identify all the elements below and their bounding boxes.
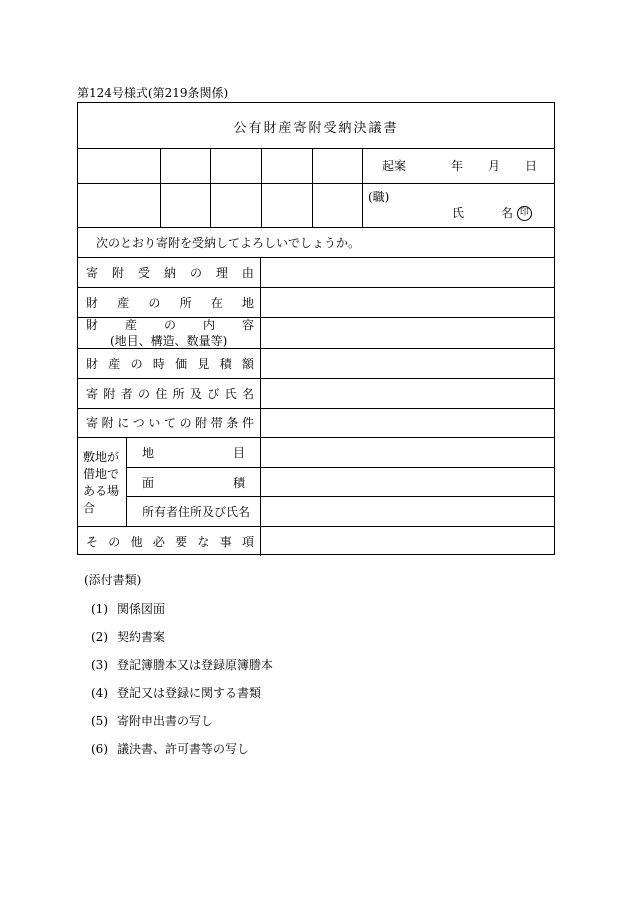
attachment-item: (2) 契約書案 (91, 630, 166, 644)
year-label: 年 (451, 159, 464, 173)
row-label-content-note: (地目、構造、数量等) (110, 334, 228, 348)
attachment-item: (5) 寄附申出書の写し (91, 714, 214, 728)
kian-label: 起案 (382, 159, 407, 173)
month-label: 月 (488, 159, 501, 173)
row-label-content: 財 産 の 内 容 (86, 318, 254, 332)
name-label: 名 印 (501, 206, 532, 221)
land-group-label: 敷地が借地である場合 (83, 450, 120, 515)
row-label-donor: 寄 附 者 の 住 所 及 び 氏 名 (86, 387, 254, 401)
attachment-item: (4) 登記又は登録に関する書類 (91, 686, 262, 700)
attachment-item: (6) 議決書、許可書等の写し (91, 742, 250, 756)
row-label-land-category: 地 目 (142, 446, 245, 460)
day-label: 日 (525, 159, 538, 173)
intro-text: 次のとおり寄附を受納してよろしいでしょうか。 (96, 236, 361, 250)
attachment-item: (1) 関係図面 (91, 602, 166, 616)
seal-mark: 印 (517, 206, 532, 221)
row-label-other: そ の 他 必 要 な 事 項 (86, 535, 254, 549)
attachment-item: (3) 登記簿謄本又は登録原簿謄本 (91, 658, 274, 672)
row-label-location: 財 産 の 所 在 地 (86, 296, 254, 310)
row-label-area: 面 積 (142, 476, 245, 490)
position-label: (職) (368, 190, 390, 204)
row-label-value: 財 産 の 時 価 見 積 額 (86, 357, 254, 371)
form-number: 第124号様式(第219条関係) (77, 86, 229, 100)
row-label-reason: 寄 附 受 納 の 理 由 (86, 266, 254, 280)
document-title: 公有財産寄附受納決議書 (233, 121, 399, 136)
row-label-owner: 所有者住所及び氏名 (142, 505, 251, 519)
surname-label: 氏 (452, 206, 465, 220)
attachments-heading: (添付書類) (84, 573, 142, 587)
row-label-conditions: 寄 附 に つ い て の 附 帯 条 件 (86, 416, 254, 430)
resolution-form (77, 102, 555, 555)
